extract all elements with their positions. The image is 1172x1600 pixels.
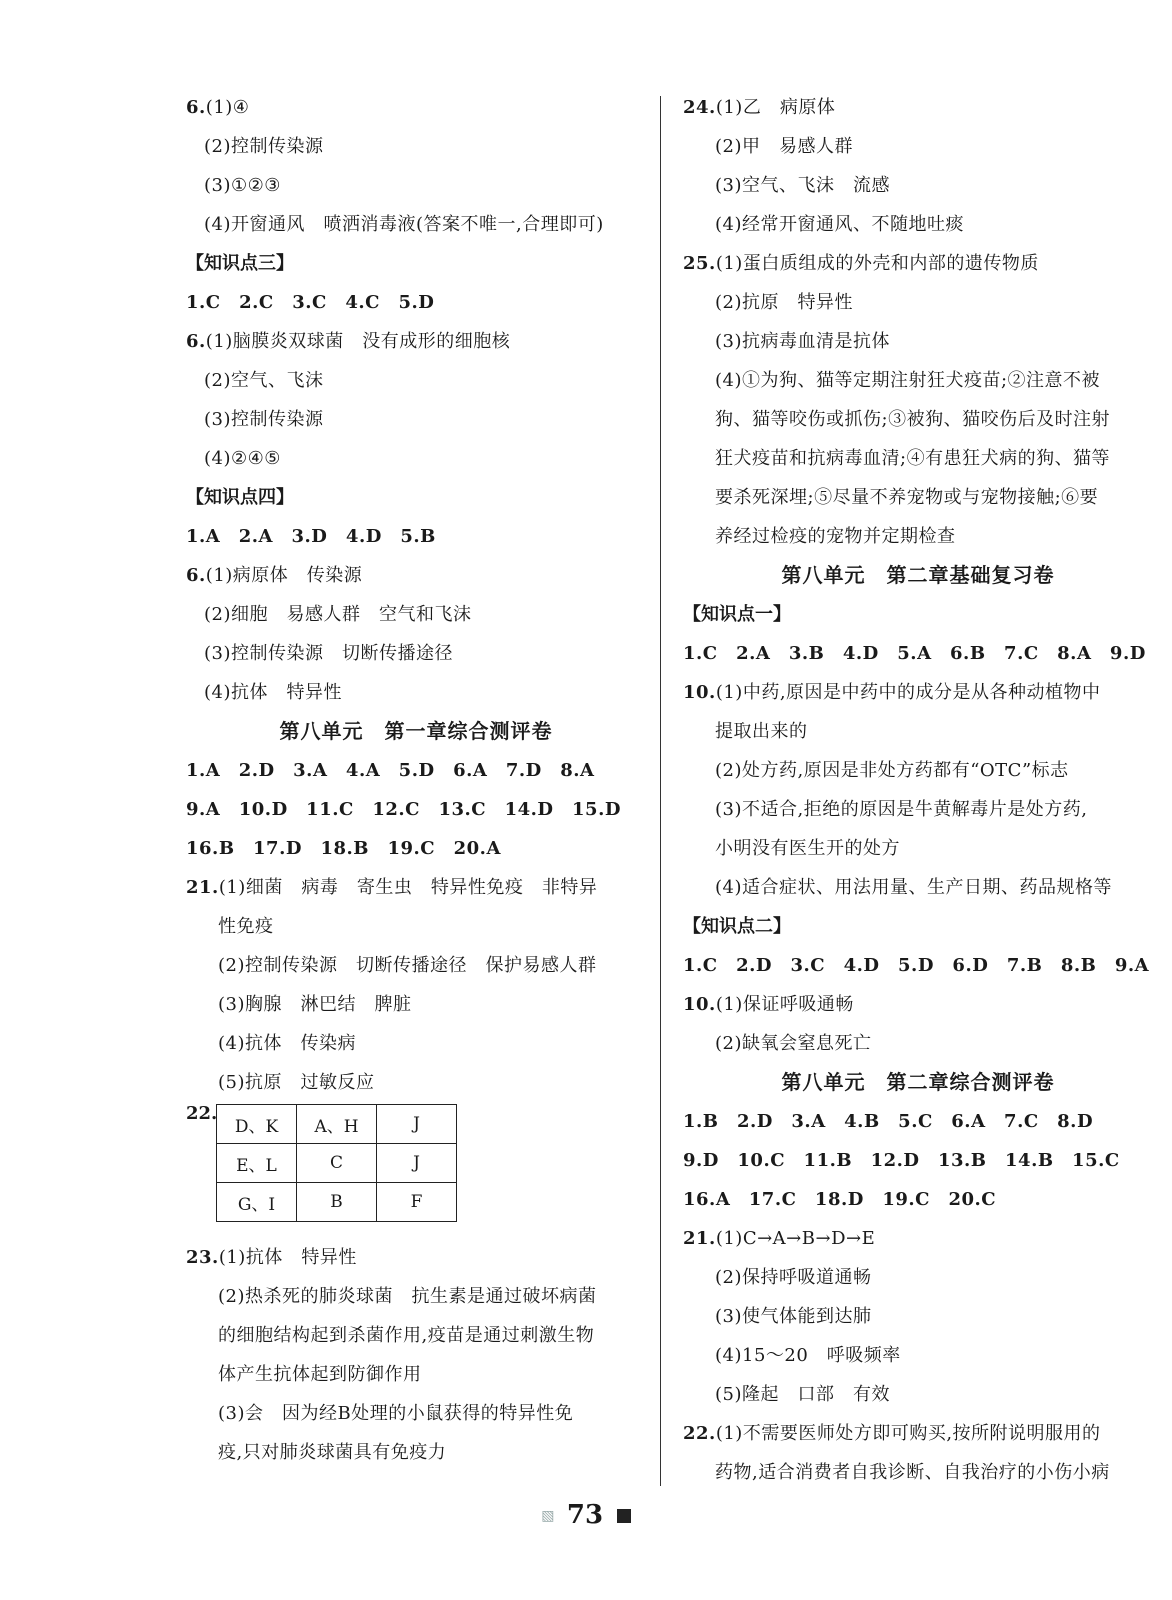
table-row <box>217 1105 457 1144</box>
answer-line: 狂犬疫苗和抗病毒血清;④有患狂犬病的狗、猫等 <box>715 448 1111 469</box>
section-heading: 第八单元 第二章基础复习卷 <box>781 563 1055 587</box>
knowledge-point-label: 【知识点二】 <box>683 916 791 937</box>
answer-line: 25.(1)蛋白质组成的外壳和内部的遗传物质 <box>683 253 1039 274</box>
answer-line: (2)缺氧会窒息死亡 <box>715 1033 872 1054</box>
table-row <box>217 1144 457 1183</box>
answer-line: (5)抗原 过敏反应 <box>218 1072 375 1093</box>
answer-line: 21.(1)细菌 病毒 寄生虫 特异性免疫 非特异 <box>186 877 598 898</box>
answer-line: (4)抗体 特异性 <box>204 682 342 703</box>
table-cell: F <box>377 1183 457 1222</box>
question-number: 10. <box>683 994 716 1015</box>
question-number: 21. <box>683 1228 716 1249</box>
answer-line: (4)15～20 呼吸频率 <box>715 1345 901 1366</box>
table-cell: A、H <box>297 1105 377 1144</box>
answer-line: 的细胞结构起到杀菌作用,疫苗是通过刺激生物 <box>218 1325 595 1346</box>
answer-line: (4)适合症状、用法用量、生产日期、药品规格等 <box>715 877 1112 898</box>
answer-line: (4)②④⑤ <box>204 448 281 469</box>
answer-line: 性免疫 <box>218 916 274 937</box>
answer-line: (3)控制传染源 <box>204 409 324 430</box>
table-cell: E、L <box>217 1144 297 1183</box>
answer-line: (3)会 因为经B处理的小鼠获得的特异性免 <box>218 1403 574 1424</box>
answer-line: 6.(1)脑膜炎双球菌 没有成形的细胞核 <box>186 331 511 352</box>
question-number: 23. <box>186 1247 219 1268</box>
answer-line: (4)经常开窗通风、不随地吐痰 <box>715 214 964 235</box>
right-column <box>683 88 1153 1492</box>
answer-line: 10.(1)保证呼吸通畅 <box>683 994 854 1015</box>
answer-line: 9.A 10.D 11.C 12.C 13.C 14.D 15.D <box>186 799 621 820</box>
answer-line: 9.D 10.C 11.B 12.D 13.B 14.B 15.C <box>683 1150 1120 1171</box>
table-cell: J <box>377 1105 457 1144</box>
answer-line: 1.A 2.A 3.D 4.D 5.B <box>186 526 436 547</box>
left-column <box>186 88 646 1472</box>
answer-line: 21.(1)C→A→B→D→E <box>683 1228 876 1249</box>
table-cell: G、I <box>217 1183 297 1222</box>
answer-line: (5)隆起 口部 有效 <box>715 1384 890 1405</box>
left-answers-continued <box>186 1238 646 1472</box>
answer-line: (3)抗病毒血清是抗体 <box>715 331 890 352</box>
answer-line: 23.(1)抗体 特异性 <box>186 1247 357 1268</box>
page-number: 73 <box>566 1500 604 1530</box>
answer-line: (4)①为狗、猫等定期注射狂犬疫苗;②注意不被 <box>715 370 1101 391</box>
answer-line: (3)胸腺 淋巴结 脾脏 <box>218 994 412 1015</box>
answer-line: 1.C 2.D 3.C 4.D 5.D 6.D 7.B 8.B 9.A <box>683 955 1150 976</box>
table-row <box>217 1183 457 1222</box>
answer-line: (2)空气、飞沫 <box>204 370 324 391</box>
square-marker-icon <box>617 1509 631 1523</box>
answer-line: 疫,只对肺炎球菌具有免疫力 <box>218 1442 447 1463</box>
answer-line: 22.(1)不需要医师处方即可购买,按所附说明服用的 <box>683 1423 1101 1444</box>
question-number: 21. <box>186 877 219 898</box>
answer-line: 16.A 17.C 18.D 19.C 20.C <box>683 1189 997 1210</box>
question-number: 25. <box>683 253 716 274</box>
table-cell: D、K <box>217 1105 297 1144</box>
right-answers <box>683 88 1153 1492</box>
table-cell: C <box>297 1144 377 1183</box>
answer-line: (4)开窗通风 喷洒消毒液(答案不唯一,合理即可) <box>204 214 604 235</box>
page-footer <box>0 1495 1172 1535</box>
answer-line: 要杀死深埋;⑤尽量不养宠物或与宠物接触;⑥要 <box>715 487 1099 508</box>
section-heading: 第八单元 第一章综合测评卷 <box>279 719 553 743</box>
answer-line: (2)抗原 特异性 <box>715 292 853 313</box>
answer-line: 16.B 17.D 18.B 19.C 20.A <box>186 838 501 859</box>
answer-line: (3)空气、飞沫 流感 <box>715 175 890 196</box>
answer-line: 药物,适合消费者自我诊断、自我治疗的小伤小病 <box>715 1462 1110 1483</box>
answer-line: (3)不适合,拒绝的原因是牛黄解毒片是处方药, <box>715 799 1088 820</box>
left-answers <box>186 88 646 1102</box>
answer-line: (3)①②③ <box>204 175 281 196</box>
answer-line: 体产生抗体起到防御作用 <box>218 1364 422 1385</box>
table-cell: B <box>297 1183 377 1222</box>
question-number: 6. <box>186 565 206 586</box>
answer-line: 6.(1)④ <box>186 97 250 118</box>
logo-mark-icon: ▧ <box>541 1508 555 1524</box>
answer-line: (2)热杀死的肺炎球菌 抗生素是通过破坏病菌 <box>218 1286 597 1307</box>
answer-line: 狗、猫等咬伤或抓伤;③被狗、猫咬伤后及时注射 <box>715 409 1111 430</box>
answer-line: 10.(1)中药,原因是中药中的成分是从各种动植物中 <box>683 682 1101 703</box>
answer-line: 提取出来的 <box>715 721 808 742</box>
answer-line: 24.(1)乙 病原体 <box>683 97 836 118</box>
answer-line: (3)使气体能到达肺 <box>715 1306 872 1327</box>
answer-line: (2)甲 易感人群 <box>715 136 853 157</box>
question-number: 10. <box>683 682 716 703</box>
question-number: 22. <box>683 1423 716 1444</box>
answer-line: (3)控制传染源 切断传播途径 <box>204 643 453 664</box>
answer-line: (2)控制传染源 切断传播途径 保护易感人群 <box>218 955 597 976</box>
question-22-label: 22. <box>186 1103 218 1124</box>
answer-line: (2)细胞 易感人群 空气和飞沫 <box>204 604 472 625</box>
answer-line: 1.A 2.D 3.A 4.A 5.D 6.A 7.D 8.A <box>186 760 595 781</box>
question-number: 6. <box>186 331 206 352</box>
answer-line: 1.C 2.A 3.B 4.D 5.A 6.B 7.C 8.A 9.D <box>683 643 1146 664</box>
column-divider <box>660 96 661 1486</box>
answer-line: (2)处方药,原因是非处方药都有“OTC”标志 <box>715 760 1069 781</box>
question-22-table-block <box>186 1102 646 1238</box>
answer-line: 小明没有医生开的处方 <box>715 838 900 859</box>
answer-line: 6.(1)病原体 传染源 <box>186 565 363 586</box>
table-cell: J <box>377 1144 457 1183</box>
knowledge-point-label: 【知识点一】 <box>683 604 791 625</box>
section-heading: 第八单元 第二章综合测评卷 <box>781 1070 1055 1094</box>
answer-line: 1.C 2.C 3.C 4.C 5.D <box>186 292 435 313</box>
answer-line: (2)保持呼吸道通畅 <box>715 1267 872 1288</box>
answer-line: 养经过检疫的宠物并定期检查 <box>715 526 956 547</box>
knowledge-point-label: 【知识点三】 <box>186 253 294 274</box>
answer-line: (2)控制传染源 <box>204 136 324 157</box>
question-number: 24. <box>683 97 716 118</box>
answer-line: 1.B 2.D 3.A 4.B 5.C 6.A 7.C 8.D <box>683 1111 1094 1132</box>
answer-table <box>216 1104 457 1222</box>
knowledge-point-label: 【知识点四】 <box>186 487 294 508</box>
answer-line: (4)抗体 传染病 <box>218 1033 356 1054</box>
question-number: 6. <box>186 97 206 118</box>
